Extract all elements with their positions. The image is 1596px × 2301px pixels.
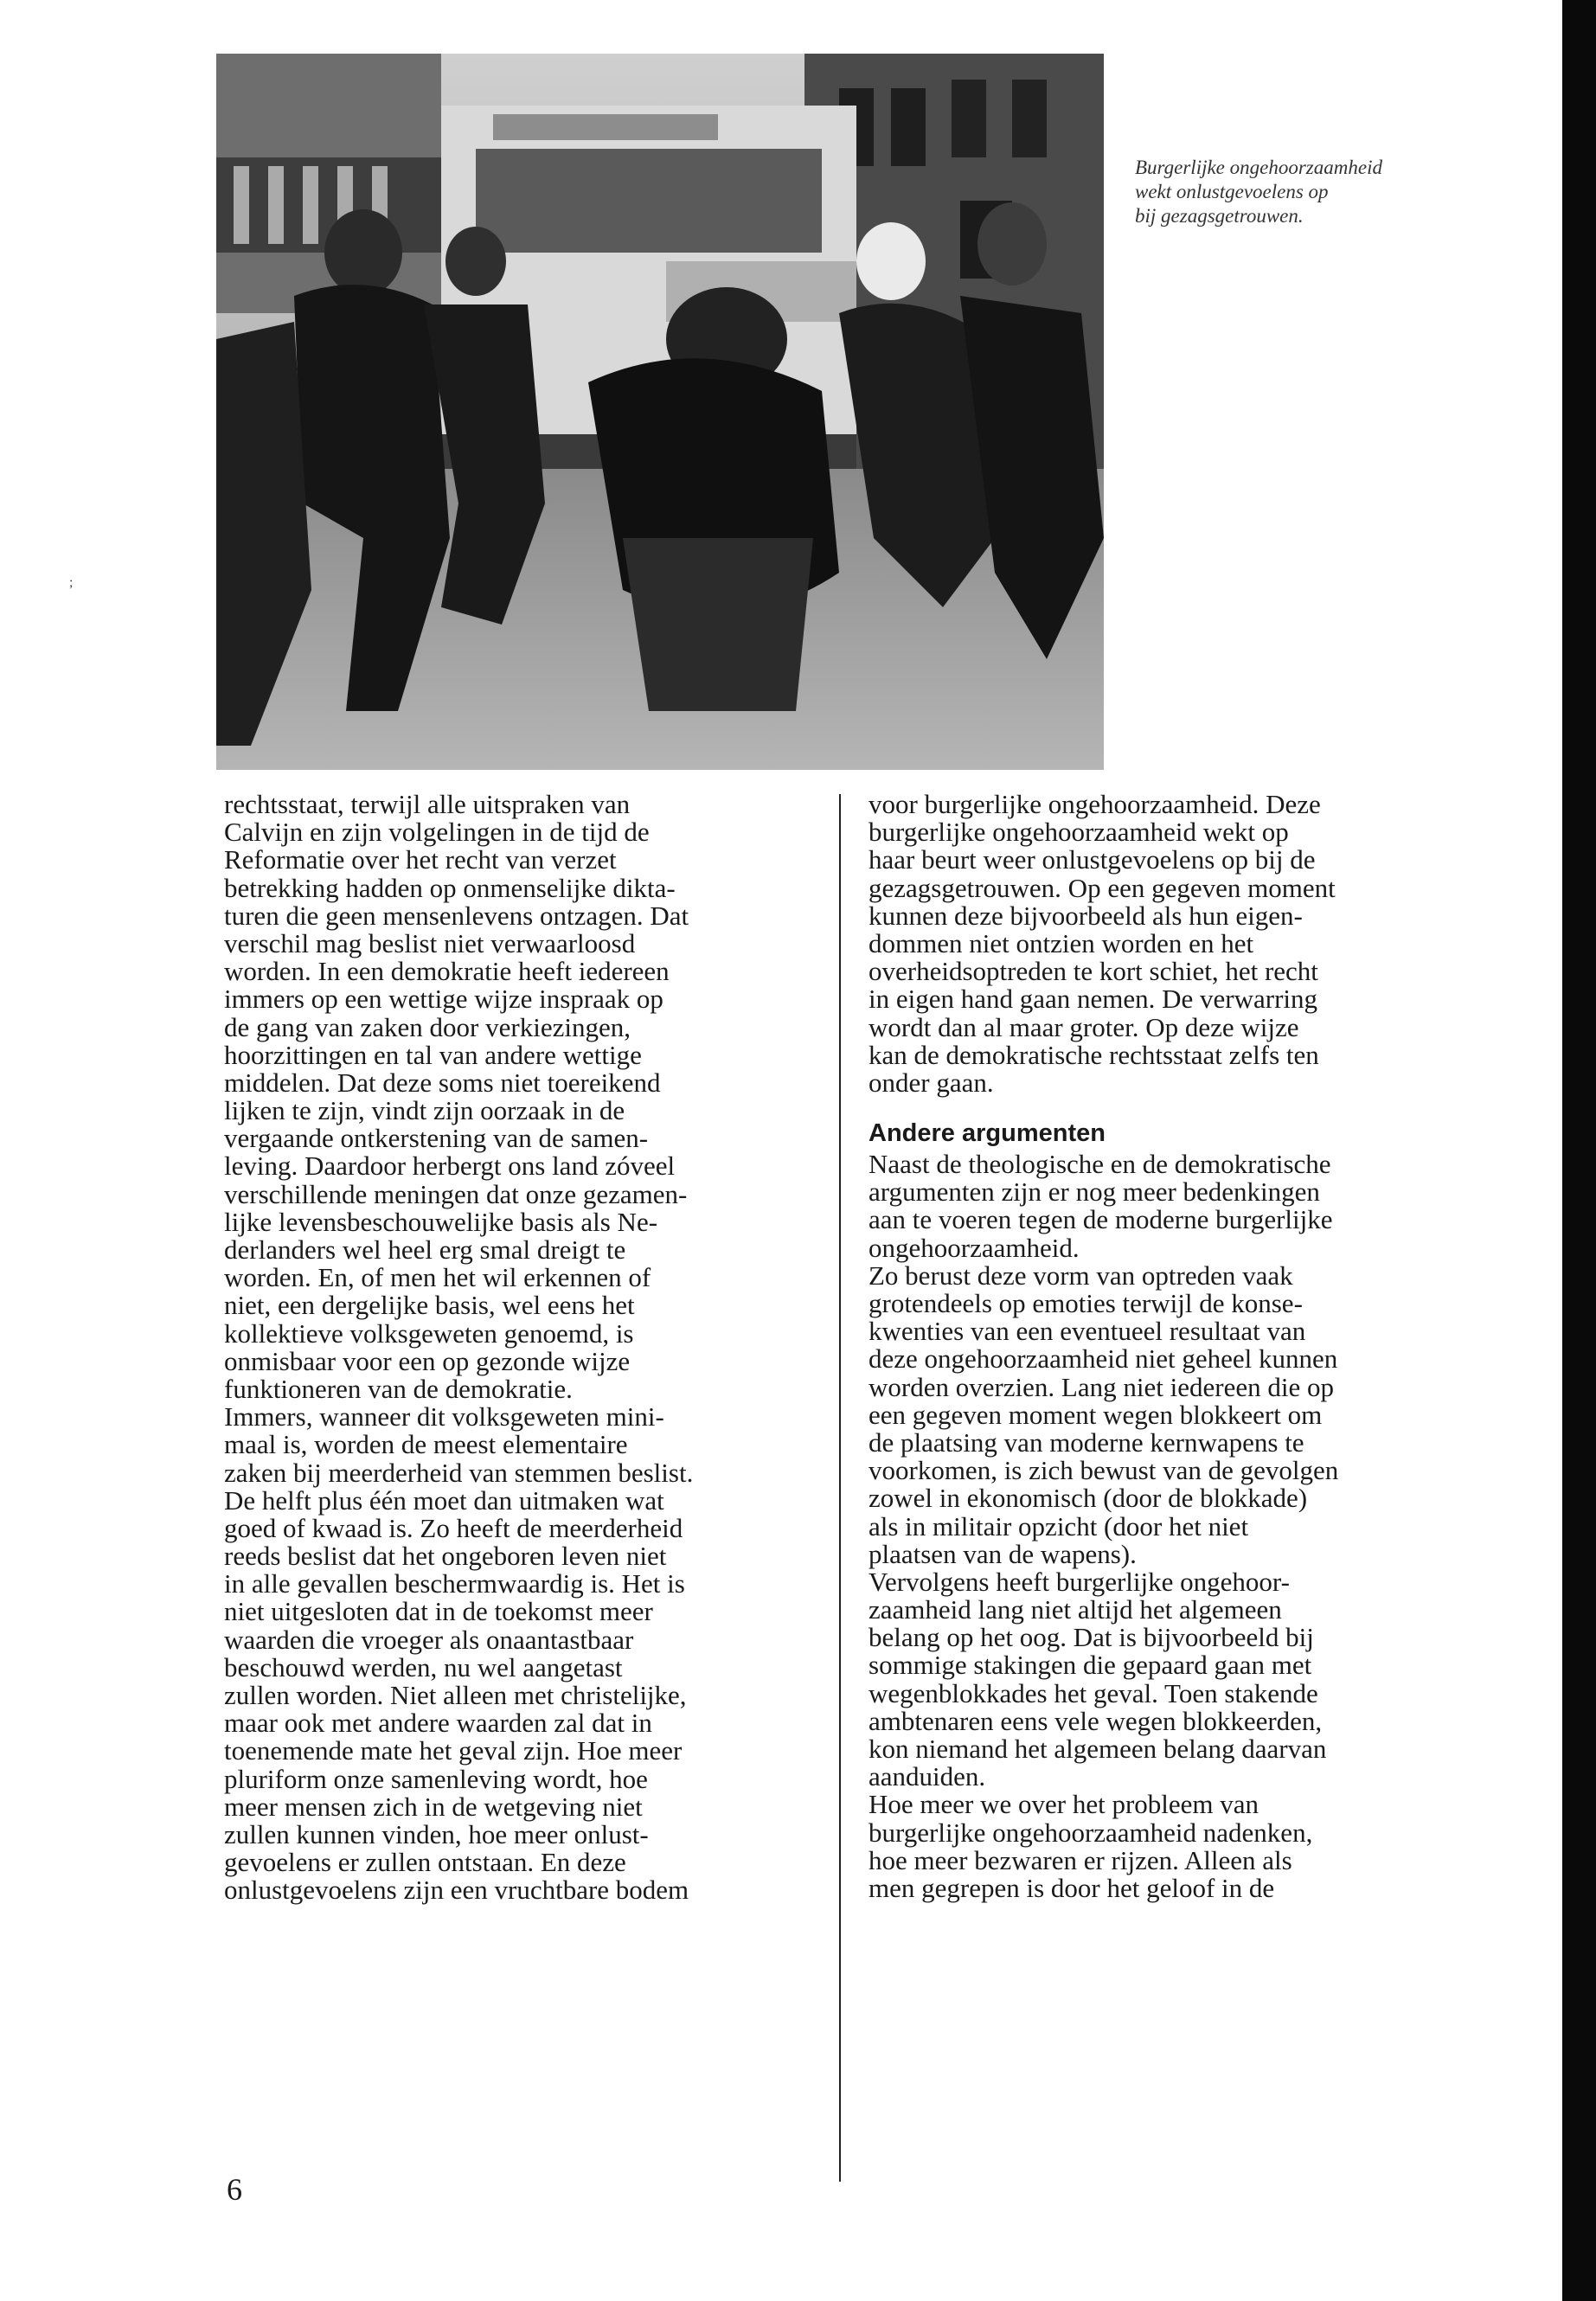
- text-line: in alle gevallen beschermwaardig is. Het is: [224, 1568, 685, 1599]
- column-divider: [839, 794, 841, 2182]
- text-line: de gang van zaken door verkiezingen,: [224, 1011, 631, 1042]
- text-line: pluriform onze samenleving wordt, hoe: [224, 1763, 648, 1794]
- page-number: 6: [227, 2172, 242, 2207]
- text-line: onlustgevoelens zijn een vruchtbare bodem: [224, 1875, 689, 1906]
- caption-line: Burgerlijke ongehoorzaamheid: [1135, 157, 1382, 178]
- text-line: zaken bij meerderheid van stemmen beslist.: [224, 1457, 694, 1488]
- protest-photo-illustration: [216, 54, 1104, 770]
- text-line: reeds beslist dat het ongeboren leven niet: [224, 1541, 667, 1572]
- text-line: middelen. Dat deze soms niet toereikend: [224, 1067, 661, 1098]
- text-line: onder gaan.: [869, 1067, 994, 1098]
- text-line: zullen kunnen vinden, hoe meer onlust-: [224, 1818, 649, 1849]
- section-gap: [869, 1097, 1474, 1119]
- text-line: ongehoorzaamheid.: [869, 1232, 1080, 1263]
- caption-line: bij gezagsgetrouwen.: [1135, 205, 1304, 227]
- right-column: [869, 791, 1474, 1902]
- text-line: niet uitgesloten dat in de toekomst meer: [224, 1596, 653, 1627]
- text-line: een gegeven moment wegen blokkeert om: [869, 1399, 1323, 1430]
- text-line: kollektieve volksgeweten genoemd, is: [224, 1317, 634, 1349]
- scan-edge-bar: [1562, 0, 1596, 2301]
- text-line: Zo berust deze vorm van optreden vaak: [869, 1259, 1293, 1291]
- text-line: Hoe meer we over het probleem van: [869, 1789, 1259, 1820]
- text-line: wordt dan al maar groter. Op deze wijze: [869, 1011, 1299, 1042]
- text-line: als in militair opzicht (door het niet: [869, 1510, 1249, 1541]
- text-line: waarden die vroeger als onaantastbaar: [224, 1624, 634, 1655]
- text-line: kwenties van een eventueel resultaat van: [869, 1316, 1306, 1347]
- text-line: rechtsstaat, terwijl alle uitspraken van: [224, 789, 631, 819]
- text-line: plaatsen van de wapens).: [869, 1538, 1137, 1569]
- text-line: worden overzien. Lang niet iedereen die op: [869, 1371, 1334, 1402]
- text-line: Immers, wanneer dit volksgeweten mini-: [224, 1401, 664, 1433]
- text-line: gevoelens er zullen ontstaan. En deze: [224, 1847, 626, 1878]
- text-line: kan de demokratische rechtsstaat zelfs ten: [869, 1039, 1319, 1070]
- text-line: burgerlijke ongehoorzaamheid nadenken,: [869, 1817, 1313, 1848]
- text-line: Vervolgens heeft burgerlijke ongehoor-: [869, 1566, 1290, 1597]
- photo-caption: [1135, 156, 1533, 228]
- text-line: worden. In een demokratie heeft iedereen: [224, 956, 670, 987]
- protest-photo: [216, 54, 1104, 770]
- text-line: maar ook met andere waarden zal dat in: [224, 1708, 652, 1739]
- text-line: deze ongehoorzaamheid niet geheel kunnen: [869, 1343, 1338, 1375]
- text-line: immers op een wettige wijze inspraak op: [224, 984, 663, 1015]
- text-line: zullen worden. Niet alleen met christelijke,: [224, 1680, 687, 1710]
- text-line: Reformatie over het recht van verzet: [224, 844, 617, 875]
- text-line: niet, een dergelijke basis, wel eens het: [224, 1290, 635, 1321]
- text-line: in eigen hand gaan nemen. De verwarring: [869, 984, 1318, 1015]
- text-line: gezagsgetrouwen. Op een gegeven moment: [869, 872, 1336, 903]
- text-line: betrekking hadden op onmenselijke dikta-: [224, 872, 676, 903]
- text-line: Naast de theologische en de demokratische: [869, 1149, 1331, 1180]
- right-intro: [869, 791, 1474, 1097]
- text-line: vergaande ontkerstening van de samen-: [224, 1123, 649, 1154]
- right-body: [869, 1150, 1474, 1902]
- text-line: worden. En, of men het wil erkennen of: [224, 1262, 651, 1293]
- left-column: [224, 791, 812, 1905]
- text-line: hoorzittingen en tal van andere wettige: [224, 1039, 642, 1070]
- text-line: voorkomen, is zich bewust van de gevolgen: [869, 1455, 1339, 1486]
- text-line: toenemende mate het geval zijn. Hoe meer: [224, 1735, 683, 1766]
- text-line: De helft plus één moet dan uitmaken wat: [224, 1484, 664, 1516]
- text-line: maal is, worden de meest elementaire: [224, 1429, 628, 1460]
- text-line: belang op het oog. Dat is bijvoorbeeld bij: [869, 1622, 1314, 1653]
- text-line: verschil mag beslist niet verwaarloosd: [224, 927, 636, 958]
- text-line: zowel in ekonomisch (door de blokkade): [869, 1483, 1308, 1514]
- text-line: kon niemand het algemeen belang daarvan: [869, 1734, 1327, 1764]
- text-line: haar beurt weer onlustgevoelens op bij de: [869, 844, 1316, 875]
- text-line: voor burgerlijke ongehoorzaamheid. Deze: [869, 789, 1321, 819]
- text-line: goed of kwaad is. Zo heeft de meerderheid: [224, 1512, 683, 1543]
- text-line: argumenten zijn er nog meer bedenkingen: [869, 1176, 1320, 1208]
- text-line: Calvijn en zijn volgelingen in de tijd de: [224, 817, 650, 848]
- text-line: turen die geen mensenlevens ontzagen. Dat: [224, 900, 689, 931]
- text-line: aanduiden.: [869, 1761, 986, 1792]
- text-line: onmisbaar voor een op gezonde wijze: [224, 1345, 631, 1376]
- text-line: kunnen deze bijvoorbeeld als hun eigen-: [869, 900, 1303, 931]
- caption-line: wekt onlustgevoelens op: [1135, 181, 1329, 202]
- text-line: funktioneren van de demokratie.: [224, 1373, 573, 1404]
- text-line: ambtenaren eens vele wegen blokkeerden,: [869, 1705, 1323, 1736]
- text-line: beschouwd werden, nu wel aangetast: [224, 1651, 623, 1682]
- text-line: zaamheid lang niet altijd het algemeen: [869, 1594, 1282, 1625]
- stray-mark: ;: [69, 575, 74, 590]
- text-line: derlanders wel heel erg smal dreigt te: [224, 1234, 626, 1265]
- text-line: meer mensen zich in de wetgeving niet: [224, 1791, 643, 1822]
- text-line: dommen niet ontzien worden en het: [869, 927, 1254, 958]
- text-line: wegenblokkades het geval. Toen stakende: [869, 1677, 1318, 1708]
- text-line: burgerlijke ongehoorzaamheid wekt op: [869, 817, 1289, 848]
- text-line: hoe meer bezwaren er rijzen. Alleen als: [869, 1844, 1292, 1875]
- text-line: overheidsoptreden te kort schiet, het recht: [869, 956, 1318, 987]
- text-line: lijke levensbeschouwelijke basis als Ne-: [224, 1206, 658, 1237]
- section-heading: Andere argumenten: [869, 1119, 1106, 1148]
- text-line: grotendeels op emoties terwijl de konse-: [869, 1288, 1303, 1318]
- text-line: leving. Daardoor herbergt ons land zóveel: [224, 1150, 676, 1182]
- text-line: sommige stakingen die gepaard gaan met: [869, 1650, 1312, 1681]
- text-line: de plaatsing van moderne kernwapens te: [869, 1426, 1304, 1458]
- text-line: verschillende meningen dat onze gezamen-: [224, 1178, 688, 1209]
- text-line: aan te voeren tegen de moderne burgerlijke: [869, 1204, 1333, 1235]
- text-line: lijken te zijn, vindt zijn oorzaak in de: [224, 1095, 625, 1126]
- text-line: men gegrepen is door het geloof in de: [869, 1872, 1275, 1903]
